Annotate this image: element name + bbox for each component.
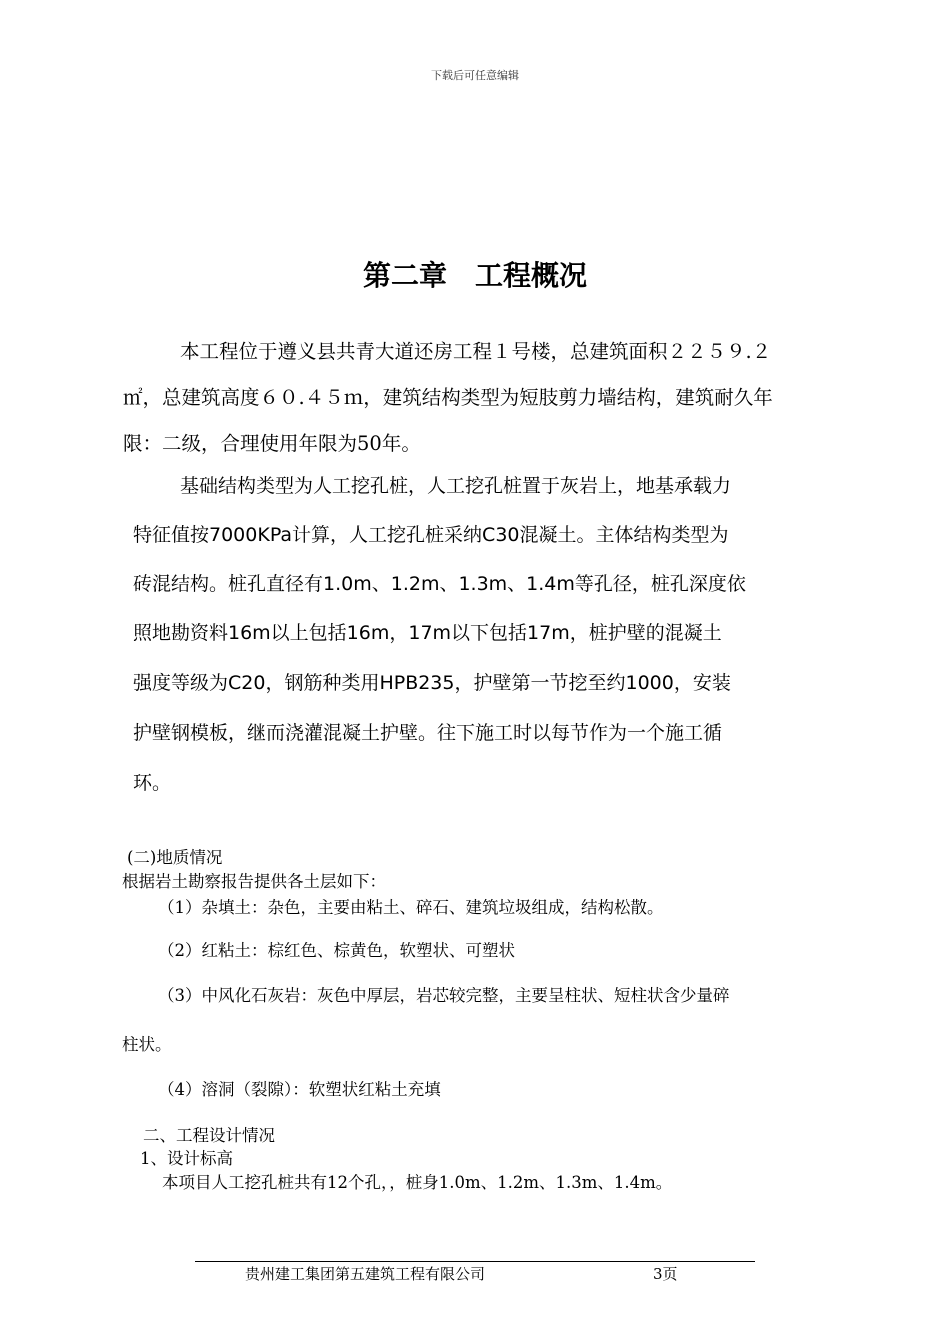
design-text: 本项目人工挖孔桩共有12个孔，，桩身1.0m、1.2m、1.3m、1.4m。 [162, 1173, 673, 1192]
paragraph-2-line-3: 砖混结构。桩孔直径有1.0m、1.2m、1.3m、1.4m等孔径，桩孔深度依 [133, 573, 746, 595]
paragraph-2-line-6: 护壁钢模板，继而浇灌混凝土护壁。往下施工时以每节作为一个施工循 [133, 722, 723, 744]
geology-item: （1）杂填土：杂色，主要由粘土、碎石、建筑垃圾组成，结构松散。 [158, 898, 664, 917]
paragraph-1-line-3: 限：二级，合理使用年限为50年。 [123, 432, 421, 455]
chapter-title: 第二章 工程概况 [362, 259, 587, 292]
design-heading: 二、工程设计情况 [143, 1126, 275, 1145]
footer-divider [195, 1261, 755, 1262]
footer-page-number: 3页 [653, 1265, 678, 1283]
design-subheading: 1、设计标高 [140, 1149, 233, 1168]
paragraph-2-line-7: 环。 [133, 772, 172, 794]
paragraph-2-line-2: 特征值按7000KPa计算，人工挖孔桩采纳C30混凝土。主体结构类型为 [133, 524, 729, 546]
paragraph-1-line-2: ㎡，总建筑高度６０.４５ｍ，建筑结构类型为短肢剪力墙结构，建筑耐久年 [123, 386, 773, 409]
footer-company: 贵州建工集团第五建筑工程有限公司 [245, 1265, 486, 1283]
geology-heading: (二)地质情况 [127, 848, 223, 867]
paragraph-2-line-4: 照地勘资料16m以上包括16m，17m以下包括17m，桩护壁的混凝土 [133, 622, 722, 644]
geology-item: （3）中风化石灰岩：灰色中厚层，岩芯较完整，主要呈柱状、短柱状含少量碎 [158, 986, 730, 1005]
paragraph-1-line-1: 本工程位于遵义县共青大道还房工程１号楼，总建筑面积２２５９.２ [180, 340, 772, 363]
page-header-note: 下载后可任意编辑 [431, 69, 519, 82]
geology-item: （4）溶洞（裂隙）：软塑状红粘土充填 [158, 1080, 441, 1099]
paragraph-2-line-5: 强度等级为C20，钢筋种类用HPB235，护壁第一节挖至约1000，安装 [133, 672, 731, 694]
geology-item: （2）红粘土：棕红色、棕黄色，软塑状、可塑状 [158, 941, 515, 960]
geology-item-continuation: 柱状。 [122, 1035, 172, 1054]
paragraph-2-line-1: 基础结构类型为人工挖孔桩，人工挖孔桩置于灰岩上，地基承载力 [180, 475, 732, 497]
geology-intro: 根据岩土勘察报告提供各土层如下： [122, 872, 386, 891]
